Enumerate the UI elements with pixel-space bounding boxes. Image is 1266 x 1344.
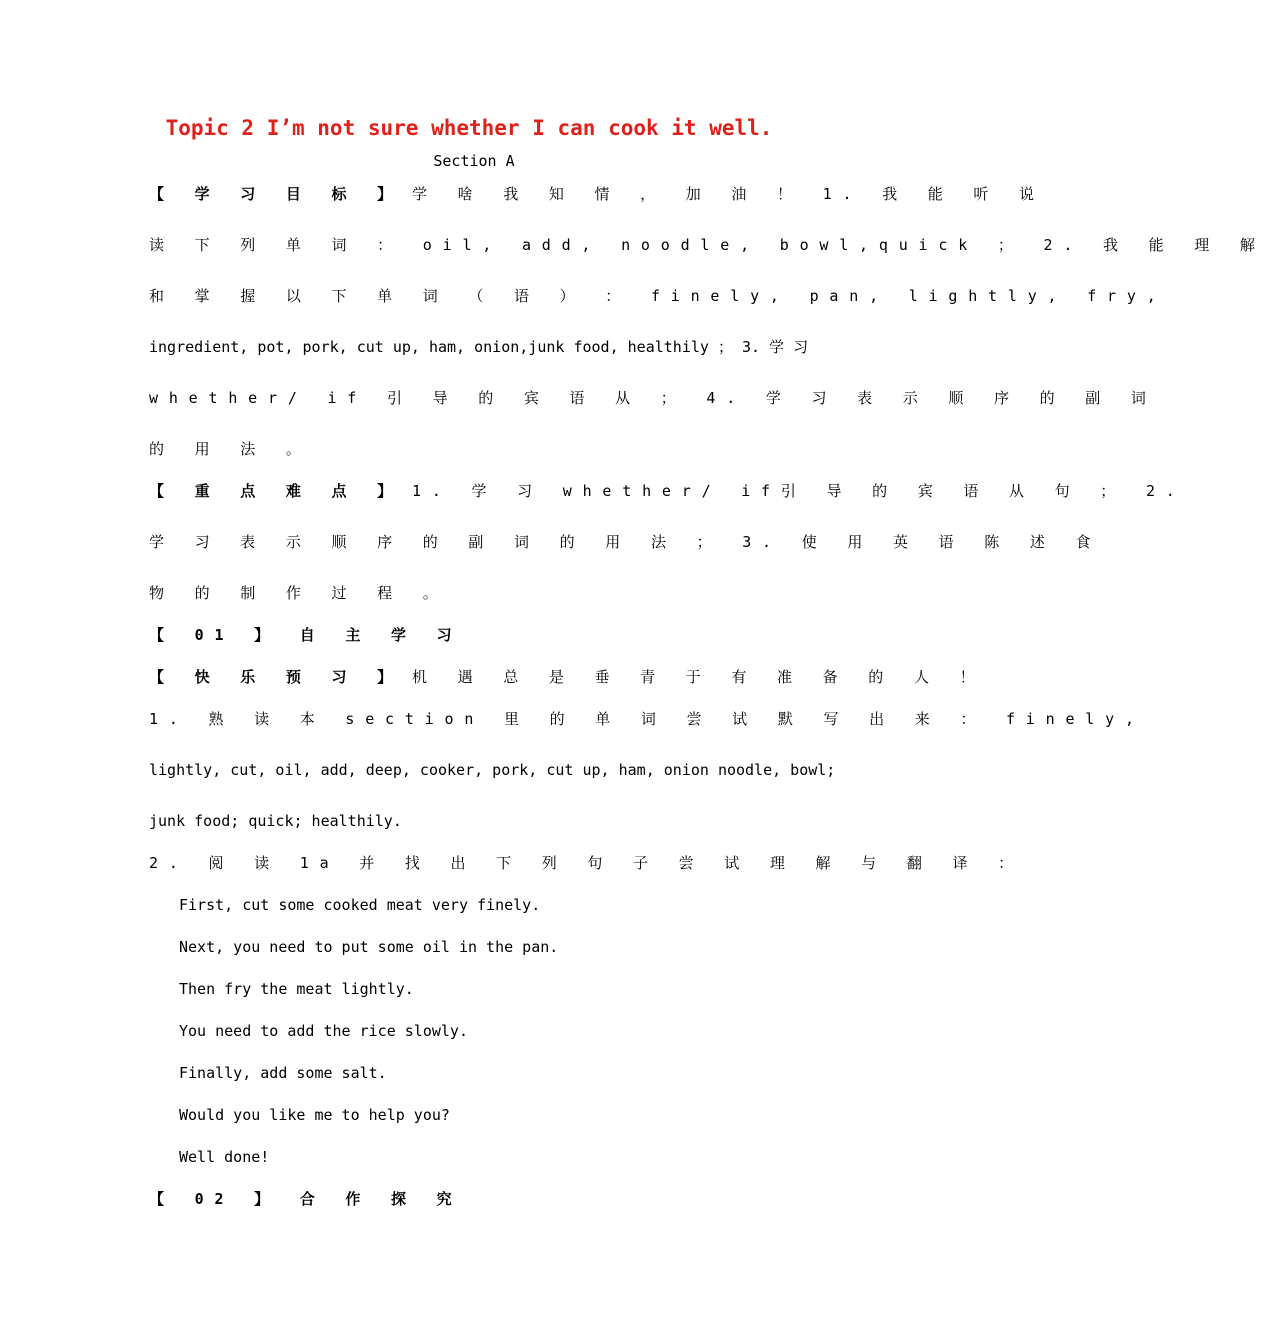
learning-goals-heading: 【 学 习 目 标 】 [149, 185, 403, 203]
preview-text: 机 遇 总 是 垂 青 于 有 准 备 的 人 ！ [412, 668, 986, 686]
sentence-item: First, cut some cooked meat very finely. [179, 896, 541, 914]
section-subtitle: Section A [433, 152, 515, 170]
key-points-line-1 [149, 481, 1186, 501]
sentence-item: Finally, add some salt. [179, 1064, 387, 1082]
learning-goals-line-4: ingredient, pot, pork, cut up, ham, onion,junk food, healthily ； 3. 学 习 [149, 338, 809, 356]
task-2-line: 2. 阅 读 1a 并 找 出 下 列 句 子 尝 试 理 解 与 翻 译 ： [149, 854, 1024, 872]
learning-goals-line-6: 的 用 法 。 [149, 440, 312, 458]
task-1-line-2: lightly, cut, oil, add, deep, cooker, pork, cut up, ham, onion noodle, bowl; [149, 761, 836, 779]
task-1-line-1: 1. 熟 读 本 section 里 的 单 词 尝 试 默 写 出 来 ： finely, [149, 710, 1145, 728]
key-points-heading: 【 重 点 难 点 】 [149, 482, 403, 500]
sentence-item: Would you like me to help you? [179, 1106, 450, 1124]
sentence-item: Next, you need to put some oil in the pan. [179, 938, 559, 956]
key-points-line-2: 学 习 表 示 顺 序 的 副 词 的 用 法 ； 3. 使 用 英 语 陈 述 食 [149, 533, 1102, 551]
section-01-heading: 【 01 】 自 主 学 习 [149, 626, 463, 644]
learning-goals-line-1 [149, 184, 1045, 204]
key-points-text: 1. 学 习 whether/ if引 导 的 宾 语 从 句 ； 2. [412, 482, 1186, 500]
key-points-line-3: 物 的 制 作 过 程 。 [149, 584, 449, 602]
preview-line [149, 667, 986, 687]
learning-goals-line-2: 读 下 列 单 词 ： oil, add, noodle, bowl,quick ； 2. 我 能 理 解 [149, 236, 1266, 254]
section-02-heading: 【 02 】 合 作 探 究 [149, 1190, 463, 1208]
sentence-item: Then fry the meat lightly. [179, 980, 414, 998]
task-1-line-3: junk food; quick; healthily. [149, 812, 402, 830]
page-title: Topic 2 I’m not sure whether I can cook it well. [165, 116, 773, 140]
preview-heading: 【 快 乐 预 习 】 [149, 668, 403, 686]
learning-goals-line-5: whether/ if 引 导 的 宾 语 从 ； 4. 学 习 表 示 顺 序 的 副 词 [149, 389, 1157, 407]
learning-goals-line-3: 和 掌 握 以 下 单 词 （ 语 ） ： finely, pan, lightly, fry, [149, 287, 1167, 305]
sentence-item: You need to add the rice slowly. [179, 1022, 468, 1040]
sentence-item: Well done! [179, 1148, 270, 1166]
learning-goals-text: 学 啥 我 知 情 ， 加 油 ！ 1. 我 能 听 说 [412, 185, 1045, 203]
